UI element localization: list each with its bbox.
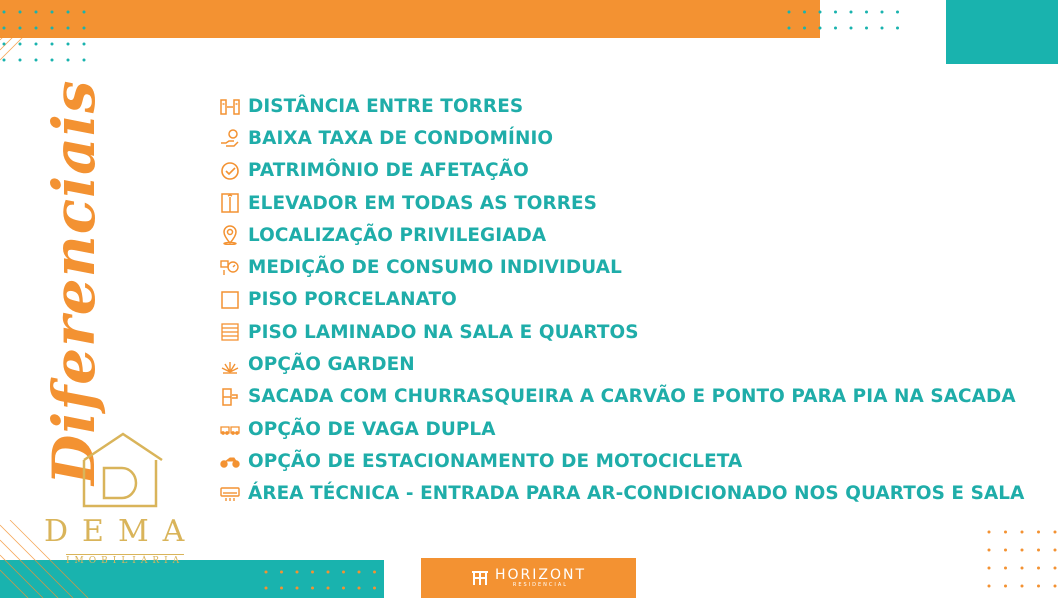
decor-dot [988, 567, 991, 570]
features-list [219, 90, 1024, 510]
decor-dot [83, 59, 86, 62]
decor-dot [35, 27, 38, 30]
decor-dot [342, 587, 345, 590]
decor-dot [988, 549, 991, 552]
decor-dot [19, 27, 22, 30]
decor-dot [1004, 585, 1007, 588]
item-label: ELEVADOR EM TODAS AS TORRES [248, 192, 598, 214]
decor-dot [881, 11, 884, 14]
decor-dot [834, 27, 837, 30]
top-orange-bar [0, 0, 820, 38]
title-diferenciais: Diferenciais [40, 79, 108, 485]
decor-dot [327, 571, 330, 574]
decor-dot [35, 43, 38, 46]
top-right-teal-block [946, 0, 1058, 64]
location-pin-icon [219, 224, 241, 246]
decor-dot [881, 27, 884, 30]
decor-dot [1037, 585, 1040, 588]
decor-dot [1037, 531, 1040, 534]
decor-dot [819, 11, 822, 14]
decor-dot [67, 11, 70, 14]
decor-dot [358, 587, 361, 590]
decor-dot [280, 571, 283, 574]
towers-distance-icon [219, 95, 241, 117]
decor-dot [19, 11, 22, 14]
decor-dot [358, 571, 361, 574]
decor-dot [819, 27, 822, 30]
item-label: MEDIÇÃO DE CONSUMO INDIVIDUAL [248, 257, 622, 279]
decor-dot [1054, 567, 1057, 570]
decor-dot [67, 27, 70, 30]
decor-dot [1004, 531, 1007, 534]
item-label: PISO PORCELANATO [248, 289, 457, 311]
decor-dot [788, 27, 791, 30]
list-item [219, 219, 1024, 251]
decor-dot [265, 571, 268, 574]
item-label: ÁREA TÉCNICA - ENTRADA PARA AR-CONDICIONADO NOS QUARTOS E SALA [248, 483, 1025, 505]
decor-dot [3, 43, 6, 46]
decor-dot [1037, 549, 1040, 552]
item-label: PATRIMÔNIO DE AFETAÇÃO [248, 160, 529, 182]
grill-icon [219, 386, 241, 408]
decor-dot [850, 11, 853, 14]
decor-dot [373, 587, 376, 590]
decor-dot [280, 587, 283, 590]
laminate-floor-icon [219, 321, 241, 343]
decor-dot [35, 11, 38, 14]
decor-dot [1021, 585, 1024, 588]
check-circle-icon [219, 160, 241, 182]
decor-dot [51, 43, 54, 46]
decor-dot [296, 571, 299, 574]
dot-grid-top-right [785, 8, 915, 38]
list-item [219, 90, 1024, 122]
dema-name: DEMA [44, 514, 199, 549]
decor-dot [35, 59, 38, 62]
list-item [219, 187, 1024, 219]
decor-dot [265, 587, 268, 590]
list-item [219, 316, 1024, 348]
dot-grid-top-left [0, 8, 110, 68]
double-parking-icon [219, 418, 241, 440]
list-item [219, 251, 1024, 283]
decor-dot [373, 571, 376, 574]
decor-dot [51, 11, 54, 14]
decor-dot [1054, 585, 1057, 588]
decor-dot [1054, 531, 1057, 534]
item-label: OPÇÃO DE ESTACIONAMENTO DE MOTOCICLETA [248, 450, 743, 472]
tile-square-icon [219, 289, 241, 311]
decor-dot [3, 11, 6, 14]
decor-dot [865, 27, 868, 30]
dema-subtitle: IMOBILIÁRIA [66, 556, 185, 566]
decor-dot [83, 43, 86, 46]
item-label: PISO LAMINADO NA SALA E QUARTOS [248, 321, 639, 343]
decor-dot [3, 59, 6, 62]
horizont-subtitle: RESIDENCIAL [512, 581, 569, 588]
decor-dot [51, 59, 54, 62]
decor-dot [296, 587, 299, 590]
motorcycle-icon [219, 450, 241, 472]
decor-dot [1021, 531, 1024, 534]
list-item [219, 381, 1024, 413]
house-logo-icon [38, 430, 208, 514]
dot-grid-bottom-center [262, 568, 392, 598]
decor-dot [896, 27, 899, 30]
horizont-logo [421, 558, 636, 598]
item-label: OPÇÃO DE VAGA DUPLA [248, 418, 496, 440]
decor-dot [803, 27, 806, 30]
list-item [219, 445, 1024, 477]
decor-dot [896, 11, 899, 14]
decor-dot [83, 27, 86, 30]
decor-dot [834, 11, 837, 14]
plant-icon [219, 354, 241, 376]
decor-dot [51, 27, 54, 30]
dot-grid-bottom-right [985, 528, 1058, 598]
list-item [219, 413, 1024, 445]
list-item [219, 348, 1024, 380]
elevator-icon [219, 192, 241, 214]
decor-dot [988, 531, 991, 534]
decor-dot [988, 585, 991, 588]
decor-dot [67, 59, 70, 62]
decor-dot [1004, 567, 1007, 570]
decor-dot [342, 571, 345, 574]
item-label: SACADA COM CHURRASQUEIRA A CARVÃO E PONTO PARA PIA NA SACADA [248, 386, 1016, 408]
horizont-name: HORIZONT [494, 566, 587, 583]
hand-coin-icon [219, 127, 241, 149]
decor-dot [311, 587, 314, 590]
decor-dot [850, 27, 853, 30]
decor-dot [1021, 567, 1024, 570]
decor-dot [19, 43, 22, 46]
list-item [219, 155, 1024, 187]
item-label: LOCALIZAÇÃO PRIVILEGIADA [248, 224, 547, 246]
item-label: DISTÂNCIA ENTRE TORRES [248, 95, 524, 117]
decor-dot [1004, 549, 1007, 552]
decor-dot [3, 27, 6, 30]
decor-dot [788, 11, 791, 14]
item-label: BAIXA TAXA DE CONDOMÍNIO [248, 127, 554, 149]
item-label: OPÇÃO GARDEN [248, 354, 415, 376]
list-item [219, 284, 1024, 316]
decor-dot [19, 59, 22, 62]
decor-dot [327, 587, 330, 590]
meter-icon [219, 257, 241, 279]
horizont-mark-icon [471, 570, 489, 586]
decor-dot [311, 571, 314, 574]
decor-dot [803, 11, 806, 14]
list-item [219, 122, 1024, 154]
decor-dot [1054, 549, 1057, 552]
decor-dot [83, 11, 86, 14]
list-item [219, 478, 1024, 510]
decor-dot [1037, 567, 1040, 570]
air-conditioner-icon [219, 483, 241, 505]
decor-dot [1021, 549, 1024, 552]
decor-dot [67, 43, 70, 46]
decor-dot [865, 11, 868, 14]
